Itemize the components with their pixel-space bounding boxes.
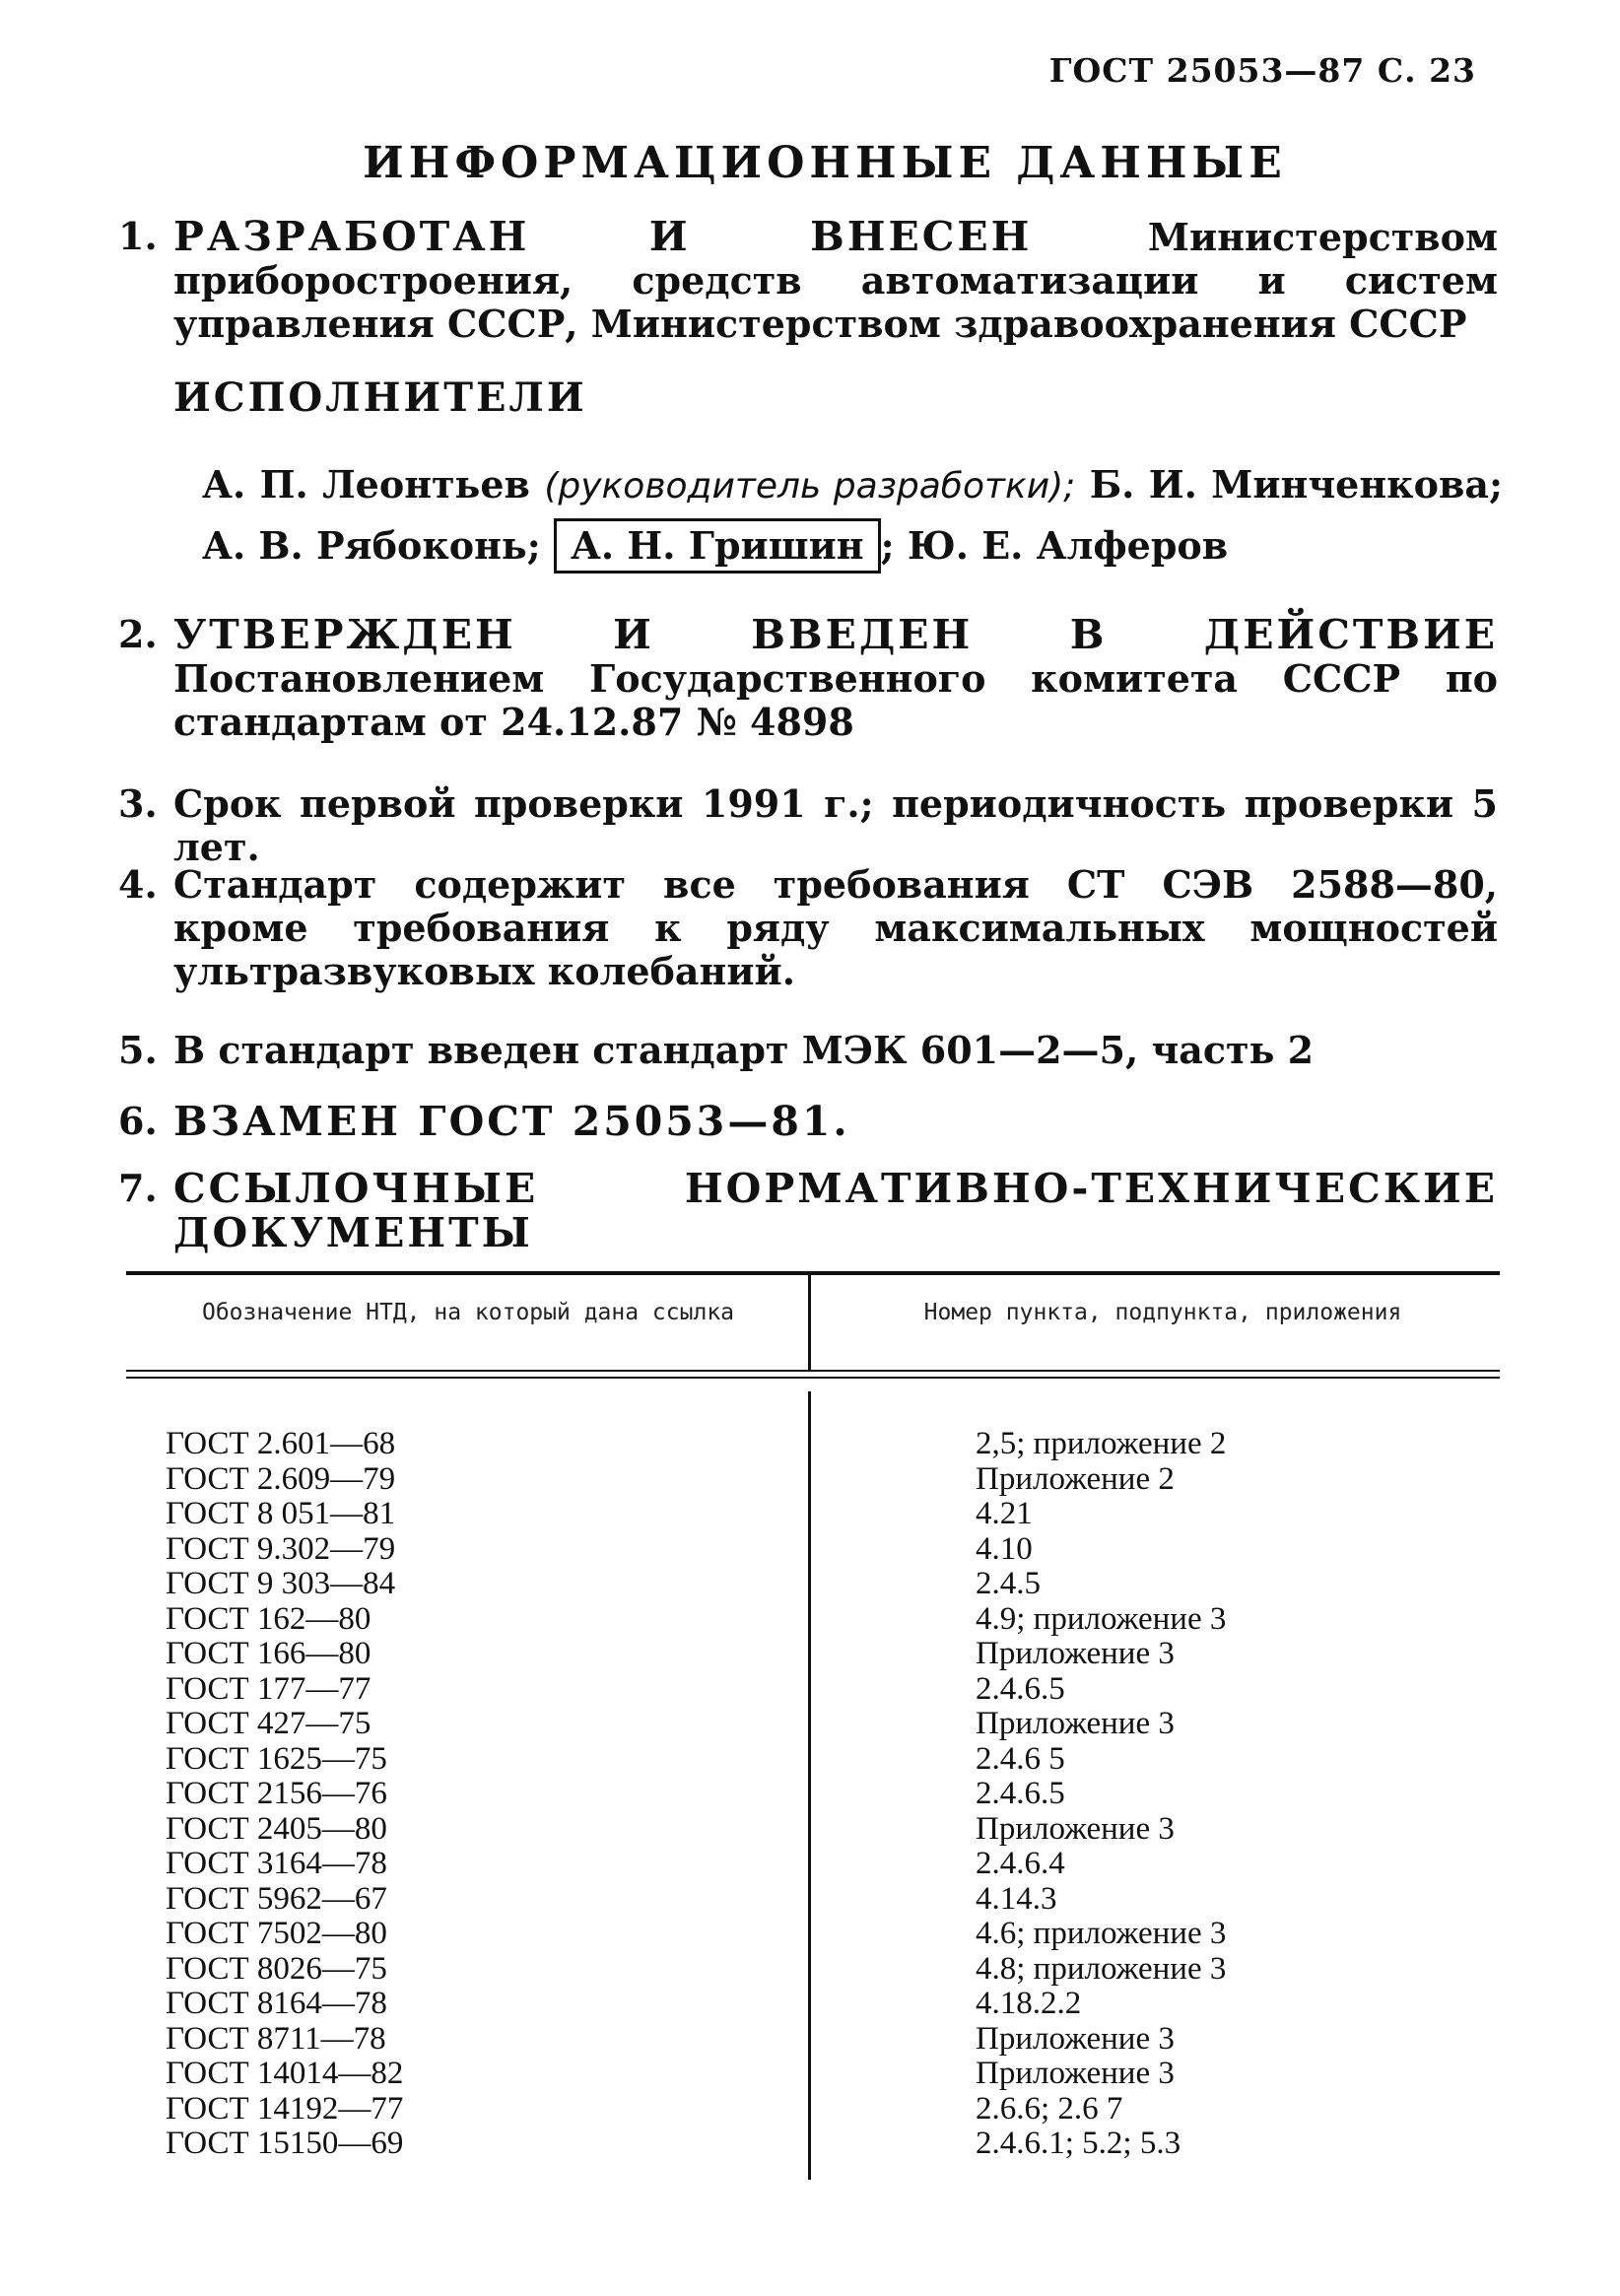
table-cell-designation: ГОСТ 14192—77 bbox=[166, 2090, 404, 2127]
table-body-divider bbox=[808, 1391, 811, 2180]
item-text: Министерством приборостроения, средств автоматизации и систем управления СССР, Министерством здравоохранения СССР bbox=[173, 215, 1499, 346]
table-cell-clause: 2.4.6.1; 5.2; 5.3 bbox=[976, 2126, 1181, 2161]
table-cell-designation: ГОСТ 8164—78 bbox=[166, 1986, 387, 2021]
item-text: Стандарт содержит все требования СТ СЭВ 2588—80, кроме требования к ряду максимальных мощностей ультразвуковых колебаний. bbox=[173, 862, 1498, 993]
table-cell-clause: 4.8; приложение 3 bbox=[976, 1950, 1227, 1987]
page-title: ИНФОРМАЦИОННЫЕ ДАННЫЕ bbox=[363, 138, 1287, 188]
item-body bbox=[173, 863, 1498, 993]
table-cell-clause: Приложение 3 bbox=[976, 2056, 1175, 2091]
table-col-header-clause: Номер пункта, подпункта, приложения bbox=[923, 1300, 1402, 1325]
item-body bbox=[173, 1167, 1498, 1255]
item-number: 5. bbox=[118, 1028, 158, 1072]
item-number: 1. bbox=[118, 214, 158, 258]
table-cell-designation: ГОСТ 5962—67 bbox=[166, 1880, 387, 1917]
table-cell-designation: ГОСТ 2.609—79 bbox=[166, 1460, 396, 1497]
table-cell-clause: Приложение 3 bbox=[976, 1706, 1175, 1741]
table-cell-designation: ГОСТ 166—80 bbox=[166, 1636, 371, 1671]
table-cell-designation: ГОСТ 15150—69 bbox=[166, 2126, 404, 2161]
item-number: 3. bbox=[118, 781, 158, 826]
table-cell-clause: 4.9; приложение 3 bbox=[976, 1600, 1227, 1637]
table-cell-clause: 2,5; приложение 2 bbox=[976, 1426, 1227, 1461]
page-header: ГОСТ 25053—87 С. 23 bbox=[1048, 51, 1476, 90]
item-body bbox=[173, 1100, 1498, 1144]
table-cell-designation: ГОСТ 1625—75 bbox=[166, 1740, 387, 1777]
executors-list bbox=[202, 455, 1503, 575]
table-cell-clause: Приложение 2 bbox=[976, 1460, 1175, 1497]
item-6 bbox=[118, 1100, 1498, 1144]
item-text: В стандарт введен стандарт МЭК 601—2—5, часть 2 bbox=[173, 1028, 1315, 1072]
item-3 bbox=[118, 782, 1498, 869]
item-body bbox=[173, 613, 1498, 744]
executor-name: А. В. Рябоконь; bbox=[202, 523, 541, 568]
item-lead: РАЗРАБОТАН И ВНЕСЕН bbox=[173, 213, 1033, 260]
table-cell-clause: 4.6; приложение 3 bbox=[976, 1916, 1227, 1951]
item-7 bbox=[118, 1167, 1498, 1255]
table-cell-designation: ГОСТ 14014—82 bbox=[166, 2056, 404, 2091]
executor-role: (руководитель разработки); bbox=[544, 466, 1076, 506]
table-cell-designation: ГОСТ 9.302—79 bbox=[166, 1530, 396, 1567]
table-cell-clause: 2.4.6.5 bbox=[976, 1776, 1065, 1811]
table-cell-clause: 4.18.2.2 bbox=[976, 1986, 1082, 2021]
table-cell-clause: 4.21 bbox=[976, 1496, 1033, 1531]
table-cell-designation: ГОСТ 2156—76 bbox=[166, 1776, 387, 1811]
table-header-divider bbox=[808, 1275, 811, 1370]
table-cell-clause: 4.10 bbox=[976, 1530, 1033, 1567]
executor-name: А. П. Леонтьев bbox=[202, 462, 530, 506]
item-number: 7. bbox=[118, 1166, 158, 1210]
item-body bbox=[173, 782, 1498, 869]
table-cell-designation: ГОСТ 2405—80 bbox=[166, 1810, 387, 1847]
table-cell-designation: ГОСТ 8 051—81 bbox=[166, 1496, 396, 1531]
table-cell-clause: 2.4.6 5 bbox=[976, 1740, 1065, 1777]
item-5 bbox=[118, 1029, 1498, 1072]
item-text: Срок первой проверки 1991 г.; периодичность проверки 5 лет. bbox=[173, 781, 1498, 869]
item-number: 4. bbox=[118, 862, 158, 907]
table-col-header-designation: Обозначение НТД, на который дана ссылка bbox=[201, 1300, 735, 1325]
item-4 bbox=[118, 863, 1498, 993]
executor-name: ; Ю. Е. Алферов bbox=[880, 523, 1229, 568]
item-lead: ССЫЛОЧНЫЕ НОРМАТИВНО-ТЕХНИЧЕСКИЕ ДОКУМЕНТЫ bbox=[173, 1165, 1498, 1256]
executor-name: Б. И. Минченкова; bbox=[1089, 462, 1504, 506]
item-1 bbox=[118, 215, 1498, 346]
executors-title: ИСПОЛНИТЕЛИ bbox=[173, 374, 587, 421]
table-cell-designation: ГОСТ 162—80 bbox=[166, 1600, 371, 1637]
executor-name-framed: А. Н. Гришин bbox=[554, 518, 881, 574]
table-cell-clause: Приложение 3 bbox=[976, 1810, 1175, 1847]
table-cell-clause: 2.4.5 bbox=[976, 1566, 1041, 1601]
table-cell-designation: ГОСТ 177—77 bbox=[166, 1670, 371, 1707]
table-cell-clause: 2.4.6.4 bbox=[976, 1846, 1065, 1881]
table-top-rule bbox=[126, 1271, 1500, 1275]
table-cell-designation: ГОСТ 8711—78 bbox=[166, 2020, 386, 2057]
table-cell-designation: ГОСТ 2.601—68 bbox=[166, 1426, 396, 1461]
table-cell-designation: ГОСТ 427—75 bbox=[166, 1706, 371, 1741]
item-number: 2. bbox=[118, 612, 158, 656]
item-text: Постановлением Государственного комитета СССР по стандартам от 24.12.87 № 4898 bbox=[173, 656, 1498, 744]
table-cell-clause: 2.6.6; 2.6 7 bbox=[976, 2090, 1123, 2127]
item-lead: УТВЕРЖДЕН И ВВЕДЕН В ДЕЙСТВИЕ bbox=[173, 611, 1498, 658]
table-cell-designation: ГОСТ 3164—78 bbox=[166, 1846, 387, 1881]
table-cell-clause: Приложение 3 bbox=[976, 2020, 1175, 2057]
table-cell-clause: Приложение 3 bbox=[976, 1636, 1175, 1671]
item-number: 6. bbox=[118, 1099, 158, 1143]
table-header-rule-2 bbox=[126, 1377, 1500, 1379]
table-col-designation bbox=[166, 1427, 403, 2162]
table-cell-designation: ГОСТ 9 303—84 bbox=[166, 1566, 396, 1601]
item-2 bbox=[118, 613, 1498, 744]
item-lead: ВЗАМЕН ГОСТ 25053—81. bbox=[173, 1098, 850, 1145]
item-body bbox=[173, 215, 1498, 346]
table-col-clause bbox=[976, 1427, 1226, 2162]
table-cell-clause: 4.14.3 bbox=[976, 1880, 1057, 1917]
table-header-rule-1 bbox=[126, 1370, 1500, 1372]
table-cell-designation: ГОСТ 7502—80 bbox=[166, 1916, 387, 1951]
item-body bbox=[173, 1029, 1498, 1072]
table-cell-designation: ГОСТ 8026—75 bbox=[166, 1950, 387, 1987]
table-cell-clause: 2.4.6.5 bbox=[976, 1670, 1065, 1707]
